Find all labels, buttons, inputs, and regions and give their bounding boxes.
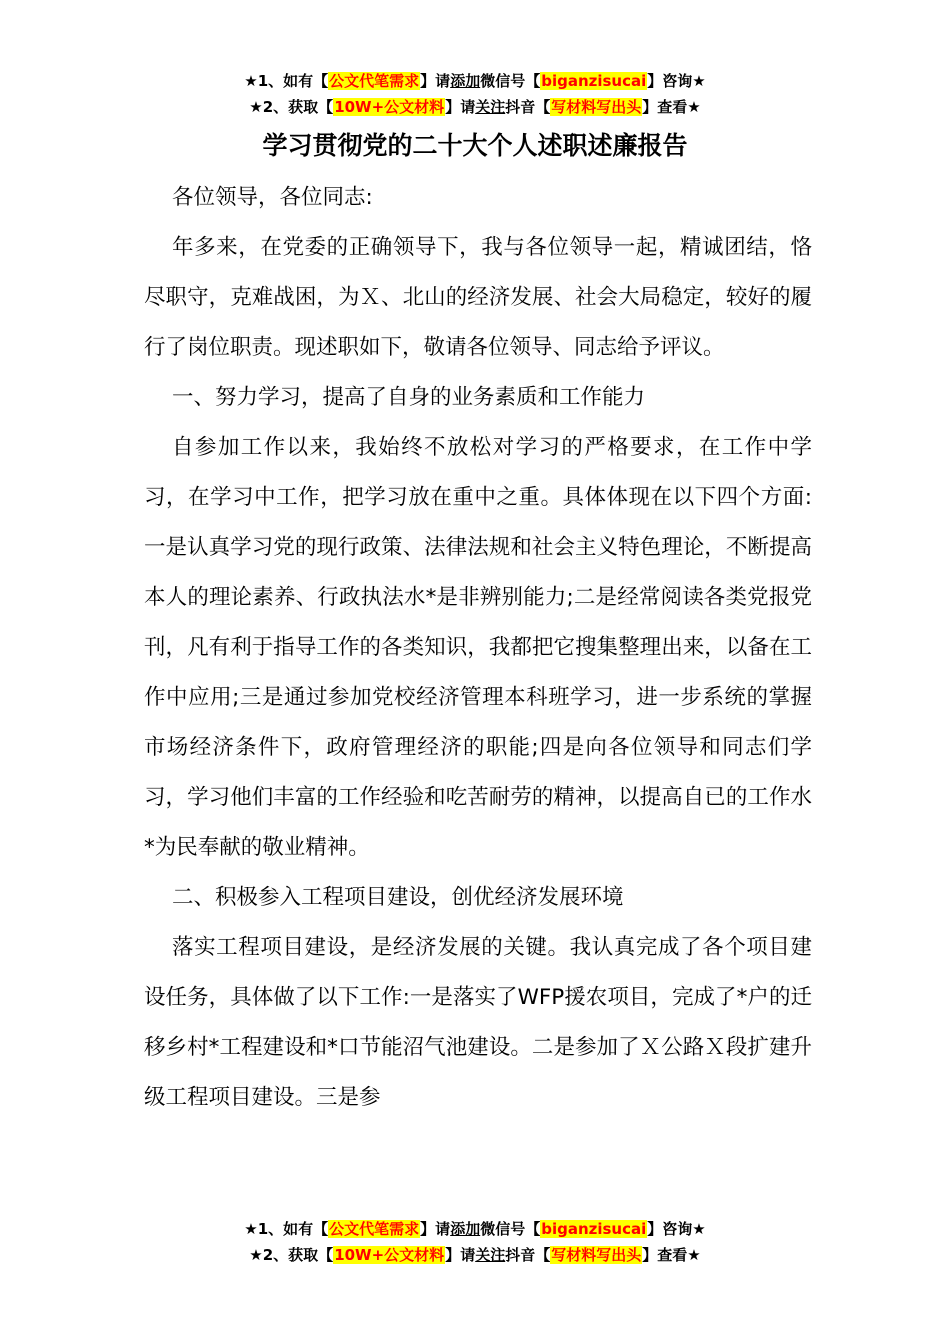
banner-text: ★1、如有【 <box>244 1220 329 1238</box>
banner-text: 】查看★ <box>642 98 701 116</box>
banner-highlight: 公文代笔需求 <box>329 1220 420 1238</box>
banner-text: 】咨询★ <box>647 1220 706 1238</box>
banner-highlight: 写材料写出头 <box>551 1246 642 1264</box>
banner-line-1 <box>0 68 950 94</box>
section-heading: 二、积极参入工程项目建设，创优经济发展环境 <box>172 885 624 910</box>
banner-underline: 关注 <box>475 98 506 116</box>
banner-text: 微信号【 <box>480 72 541 90</box>
banner-text: 抖音【 <box>505 98 551 116</box>
banner-highlight: 10W+公文材料 <box>334 98 445 116</box>
banner-underline: 关注 <box>475 1246 506 1264</box>
document-body <box>144 173 812 1123</box>
banner-underline: 添加 <box>450 72 481 90</box>
header-banner <box>0 68 950 120</box>
banner-text: 】查看★ <box>642 1246 701 1264</box>
banner-highlight: biganzisucai <box>541 1220 647 1238</box>
banner-text: 】请 <box>445 98 476 116</box>
banner-text: 】请 <box>420 1220 451 1238</box>
banner-text: ★2、获取【 <box>249 98 334 116</box>
footer-banner <box>0 1216 950 1268</box>
banner-underline: 添加 <box>450 1220 481 1238</box>
banner-text: 微信号【 <box>480 1220 541 1238</box>
banner-highlight: biganzisucai <box>541 72 647 90</box>
banner-highlight: 写材料写出头 <box>551 98 642 116</box>
banner-highlight: 公文代笔需求 <box>329 72 420 90</box>
banner-text: ★2、获取【 <box>249 1246 334 1264</box>
document-title: 学习贯彻党的二十大个人述职述廉报告 <box>262 131 688 160</box>
banner-line-2 <box>0 94 950 120</box>
banner-text: 抖音【 <box>505 1246 551 1264</box>
banner-text: 】咨询★ <box>647 72 706 90</box>
banner-line-2 <box>0 1242 950 1268</box>
banner-text: 】请 <box>445 1246 476 1264</box>
banner-highlight: 10W+公文材料 <box>334 1246 445 1264</box>
paragraph: 落实工程项目建设，是经济发展的关键。我认真完成了各个项目建设任务，具体做了以下工作:一是落实了WFP援农项目，完成了*户的迁移乡村*工程建设和*口节能沼气池建设。二是参加了Ｘ公路Ｘ段扩建升级工程项目建设。三是参 <box>144 935 812 1110</box>
section-heading: 一、努力学习，提高了自身的业务素质和工作能力 <box>172 385 646 410</box>
paragraph-salutation: 各位领导，各位同志: <box>172 185 373 210</box>
paragraph: 自参加工作以来，我始终不放松对学习的严格要求，在工作中学习，在学习中工作，把学习放在重中之重。具体体现在以下四个方面:一是认真学习党的现行政策、法律法规和社会主义特色理论，不断提高本人的理论素养、行政执法水*是非辨别能力;二是经常阅读各类党报党刊，凡有利于指导工作的各类知识，我都把它搜集整理出来，以备在工作中应用;三是通过参加党校经济管理本科班学习，进一步系统的掌握市场经济条件下，政府管理经济的职能;四是向各位领导和同志们学习，学习他们丰富的工作经验和吃苦耐劳的精神，以提高自已的工作水*为民奉献的敬业精神。 <box>144 435 812 860</box>
banner-text: 】请 <box>420 72 451 90</box>
banner-line-1 <box>0 1216 950 1242</box>
paragraph: 年多来，在党委的正确领导下，我与各位领导一起，精诚团结，恪尽职守，克难战困，为Ｘ、北山的经济发展、社会大局稳定，较好的履行了岗位职责。现述职如下，敬请各位领导、同志给予评议。 <box>144 235 812 360</box>
banner-text: ★1、如有【 <box>244 72 329 90</box>
